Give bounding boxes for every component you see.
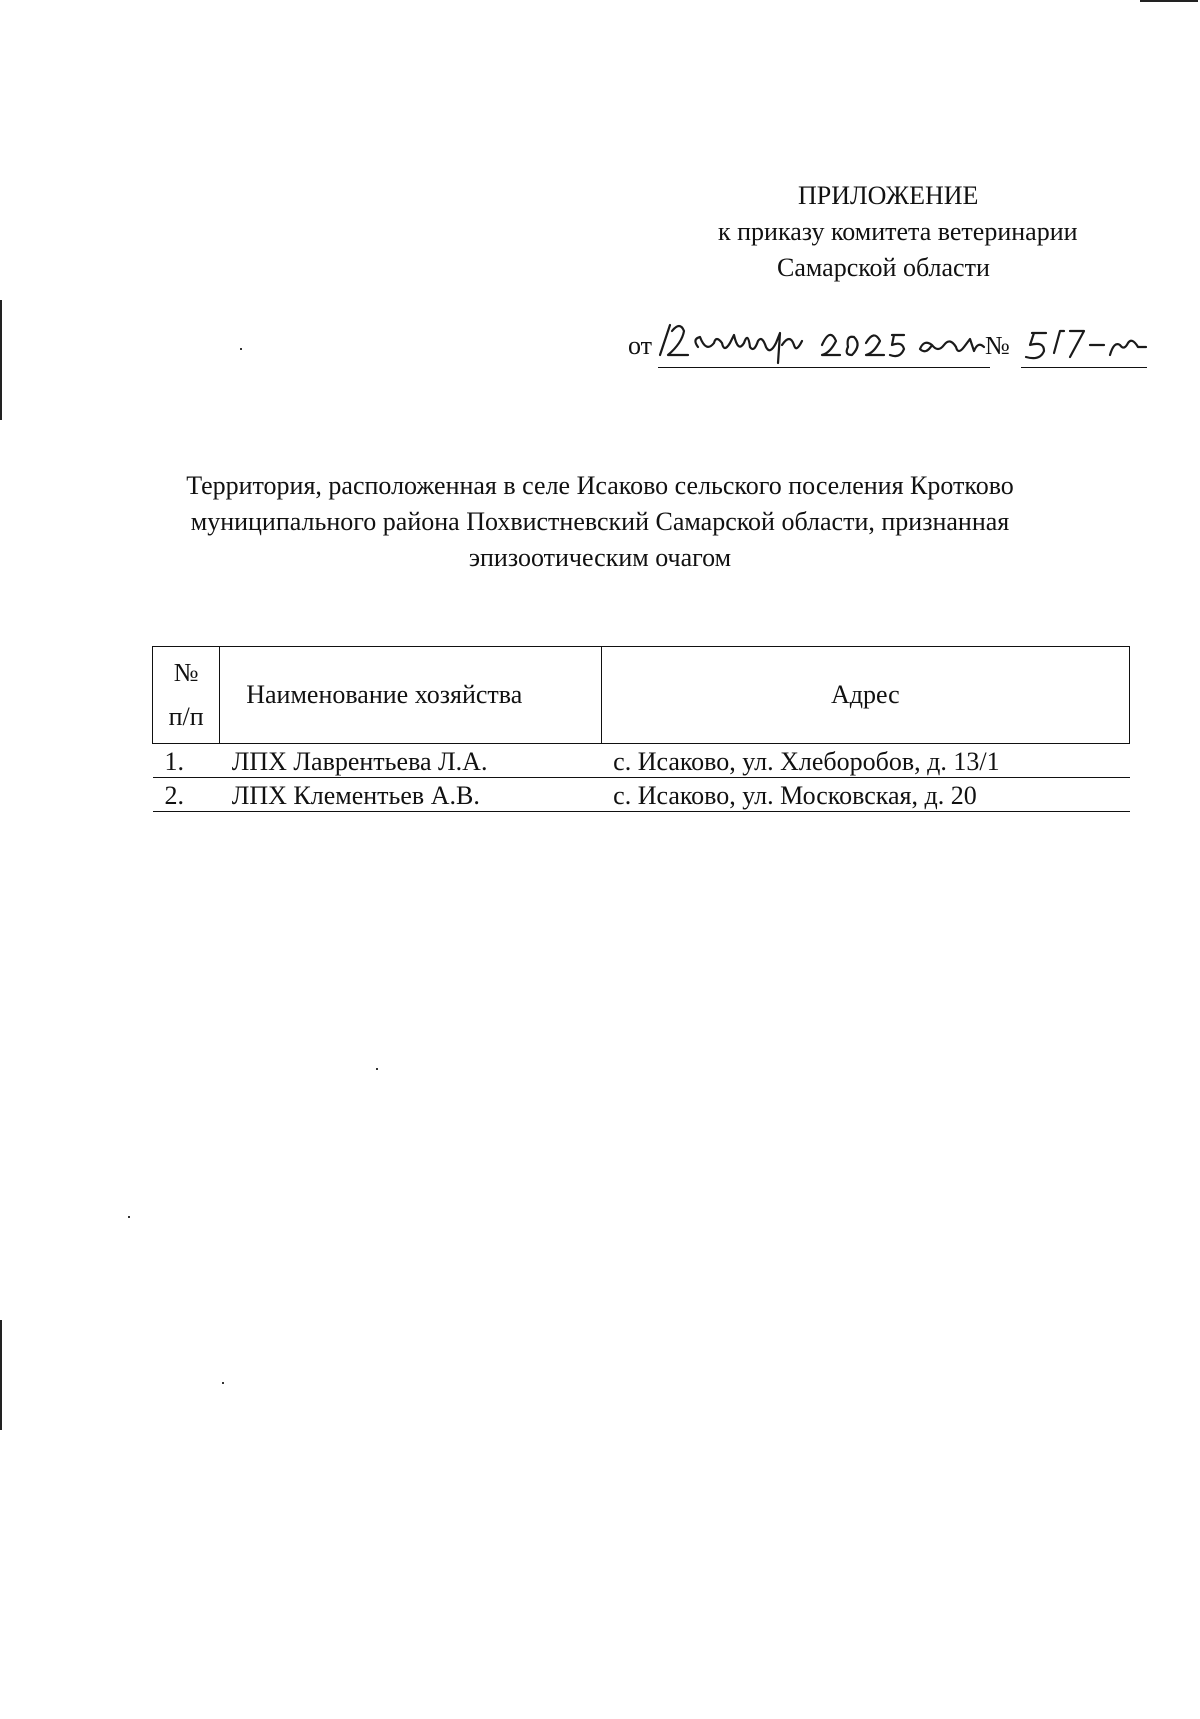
scan-speck <box>128 1216 130 1218</box>
number-sign: № <box>985 331 1010 360</box>
header-farm-name: Наименование хозяйства <box>220 647 601 744</box>
row-farm-name: ЛПХ Клементьев А.В. <box>220 778 601 812</box>
table-header-row <box>153 647 1130 744</box>
header-number <box>153 647 220 744</box>
header-number-sign: № <box>173 658 199 687</box>
farms-table <box>152 646 1130 812</box>
scan-speck <box>376 1068 378 1070</box>
table-row <box>153 778 1130 812</box>
scan-speck <box>222 1382 224 1384</box>
handwritten-date-and-number <box>658 317 1148 373</box>
document-title-line: эпизоотическим очагом <box>468 543 732 572</box>
scan-edge-mark <box>1140 0 1198 2</box>
row-number: 2. <box>153 778 220 812</box>
order-date-number <box>628 325 1148 375</box>
appendix-region: Самарской области <box>777 253 990 282</box>
document-title-line: Территория, расположенная в селе Исаково сельского поселения Кротково <box>186 471 1014 500</box>
appendix-title: ПРИЛОЖЕНИЕ <box>798 181 979 210</box>
row-address: с. Исаково, ул. Хлеборобов, д. 13/1 <box>601 744 1129 778</box>
header-address: Адрес <box>601 647 1129 744</box>
row-farm-name: ЛПХ Лаврентьева Л.А. <box>220 744 601 778</box>
appendix-reference: к приказу комитета ветеринарии <box>718 217 1078 246</box>
row-address: с. Исаково, ул. Московская, д. 20 <box>601 778 1129 812</box>
date-prefix: от <box>628 331 653 360</box>
row-number: 1. <box>153 744 220 778</box>
document-title <box>140 468 1060 576</box>
table-row <box>153 744 1130 778</box>
header-number-pp: п/п <box>168 702 204 731</box>
scan-edge-mark <box>0 1320 2 1430</box>
scan-speck <box>240 348 242 350</box>
document-title-line: муниципального района Похвистневский Самарской области, признанная <box>190 507 1010 536</box>
scan-edge-mark <box>0 300 2 420</box>
farms-table-grid <box>152 646 1130 812</box>
